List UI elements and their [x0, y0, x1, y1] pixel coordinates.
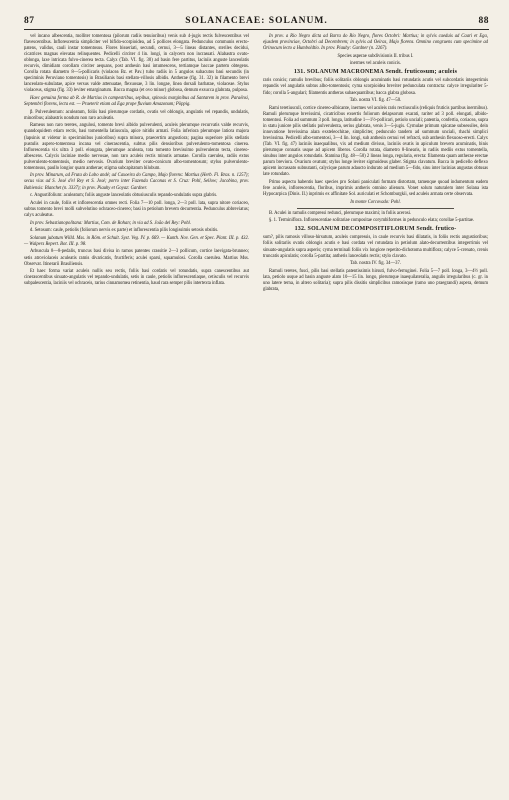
text-paragraph: Rami teretiusculi, cortice cinereo-albicante, inermes vel aculeis raris rectiusculis (reliquis fruticis partibus inermibus). Ramuli plerumque brevissimi, cicatricibus exsertis foliorum delapsorum exarati, rariter ad 3 poll. elongati, albido-tomentosi. Folia ad summum 3 poll. longa, latitudine 1—1½-pollicari, petiolo unciali; patentia, confertia, coriacea, supra in statu juniore pilis stellatis pulverulenta, serius glabrata, venis 3—5-jugis. Cymulae primum spicatae subsessiles, dein innovatione brevissima alara exsteleochitae, simpliciter, pedunculo tandem ad summum unciali, rhachi simplici brevissima. Pedicelli albo-tomentosi, 3—4 lin. longi, sub anthesin cernui vel refracti, sub anthesin flexuoso-erecti. Calyx (Tab. VI. fig. 47) laciniis inaequalibus, vix ad medium divisus, laciniis ovatis in apiculum brevem acuminatis, binis plerumque connatis usque ad apicem liberos. Corolla rotata, diametro 8-linearis, in radiis mediis extus tomentella, sinubus inter angulos rotundatis. Stamina (fig. 48—50) 2 lineas longa, regularia, erecta: filamenta quam antherae erectae parum breviora. Ovarium ovatum; stylus longe leviter sigmoideus glaber. Stigma clavatum. Bacca in pedicello deflexo apicem incrassato subnutanti, calycique parum adaucto indurato ad medium 5—fido, sinu inter lacinias angustas obtusas late rotundato.	[263, 105, 488, 178]
section-rule	[297, 208, 455, 209]
text-paragraph: Aculei in caule, foliis et inflorescentia omnes recti. Folia 7—10 poll. longa, 2—3 poll. lata, supra nitore coriaceo, subtus tomento brevi molli subvelutino ochraceo-cinereo; basi in petiolum brevem decurrentia. Pedunculus abbreviatus; calyx aculeatus.	[24, 200, 249, 218]
text-paragraph: raris conicis; ramulis brevibus; foliis solitariis oblongis acuminatis basi rotundatis acutis vel subcordatis integerrimis repandis vel angulatis subtus albo-tomentosis; cyma scorpioidea breviter pedunculata contracta: calyce irregulariter 5-fido; corolla 5-angulari; filamentis antheras subaequantibus; bacca glabra globosa.	[263, 78, 488, 96]
text-paragraph: In prov. Minarum, ad Fruta do Lobo andé; ad Caxoeira do Campo, Majo florens: Martius (Herb. Fl. Bras. n. 1257); secus vias ad S. José d'el Rey et S. José; porro inter Fazenda Caconas et S. Cruz: Pohl, Sellow; Jacobina, prov. Bahiensis: Blanchet (n. 3337); in prov. Piauhy et Goyaz: Gardner.	[24, 173, 249, 191]
text-paragraph: In prov. a Rio Negro dicta ad Barra do Rio Negro, flores Octobri: Martius; in sylvis caeduis ad Caari et Ega, ejusdem provinciae, Octobri ad Decembrem; in sylvis ad Oeiras, Majo florens. Omnino congruens cum specimine ad Orinocum lecto a Humboldtio. In prov. Piauhy: Gardner (n. 2267).	[263, 34, 488, 52]
running-header	[24, 16, 489, 30]
page-number-left: 87	[24, 16, 35, 26]
right-column	[263, 34, 488, 295]
left-column	[24, 34, 249, 295]
text-paragraph: Primo aspectu habentis haec species pro Solani paniculati formam distortam, tamenque quoad indumentum eadem fere aculeis, inflorescentia, floribus, imprimis antheris omnino alienum. Vonet solum naturalem inter Solana ista Hypocarpica (Dinis. II.) inprimis ex affinitate Sol. auriculati et Schomburgkii, sed aculeis armata certe observata.	[263, 179, 488, 198]
text-paragraph: Et haec forma variat aculeis nullis seu rectis, foliis basi cordatis vel rotundatis, supra canescentibus aut cinerascentibus sinuato-angulatis vel repando-undulatis, setis in caule, petiolis inflorescentiaque, cetisculis vel recurvis subpalescentia, laciniis vel ochraceis, rarius cinnamomea retinentia, haud rara semper pilis intertexta inflata.	[24, 269, 249, 287]
text-paragraph: Rameus non raro teretes, angulosi, tomento brevi albido pulverulenti, aculeis plerumque recurvatis valde recurvis, quandoquidem etiam rectis, basi tomentella latiuscula, apice nitidis armati. Folia inferiora plerumque latiora majora (lapsinis ut videtur in speciminibus junioribus) supra minora, praecertim angustiora; pagina superiore pilis stellatis pustulis aspero-tomentosa incana vel cinerascentia, subtus pilis densioribus pulverulento-tomentosa cinerea. Inflorescentia vix ultra 3 poll. elongata, plerumque aculeata, tota tomento brevissimo pulverulento tecta, cinereo-albescens. Calycis laciniae medio nervosae, non raro aculeis rectis minutis armatae. Corolla caerulea, radiis extus pulverulento-tomentosis, medio nervosis. Ovarium breviter ovato-conicum albo-tomentosum; stylus pulverulento-tomentosus, paullo longior quam antherae; stigma subcapitatum bilobum.	[24, 123, 249, 171]
two-columns	[24, 34, 489, 295]
text-paragraph: Tab. nostra VI. fig. 47—50.	[349, 98, 402, 104]
text-paragraph: B. Aculei in ramulis compressi redunci, plerumque maximi; in foliis acerosi.	[269, 210, 412, 216]
text-paragraph: Ramuli teretes, fusci, pilis basi stellatis patentissimis hirsuti, fulvo-ferruginei. Folia 5—7 poll. longa, 3—4½ poll. lata, petiolo usque ad basin anguste alato 10—15 lin. longo, plerumque inaequilateralia, angulis irregularibus (c. gr. in uno latere terna, in altero solitaria); supra pilis dissitis simplicibus ramosisque (ramo uno praegrandi) aspera, demum glabrata,	[263, 268, 488, 292]
text-paragraph: In monte Corcovado: Pohl.	[350, 199, 401, 205]
text-paragraph: §. 1. Terminiflora. Inflorescentiae solitariae compositae corymbiformes in pedunculo elata; corollae 5-partitae.	[269, 218, 475, 224]
text-paragraph: β. Pulverulentum: aculeatum, foliis basi plerumque cordatis, ovatis vel oblongis, angulatis vel repandis, undulatis, minoribus; alabastris nondum non raro aculeatis.	[24, 109, 249, 121]
species-heading: 131. SOLANUM MACRONEMA Sendt. fruticosum; aculeis	[293, 69, 458, 76]
text-paragraph: Tab. nostra IV. fig. 34—37.	[350, 261, 401, 267]
text-paragraph: sum?, pilis ramosis villoso-hirsutum, aculeis compressis, in caule recurvis basi dilatatis, in foliis rectis angustioribus; foliis solitariis ovatis oblongis acutis e basi cordata vel rotundata in petiolum alato-decurrentibus integerrimis vel sinuato-angulatis supra asperis; cyma terminali foliis vix longiore repetito-dichotoma multiflora; calyce 5-crenato, crenis truncatis apiculatis; corolla 5-partita; antheris lanceolatis rectis; stylo clavato.	[263, 235, 488, 259]
text-paragraph: vel incano albescentia, molliter tomentosa (pilorum radiis tenuioribus) venis sub 4-jugis rectis fulvescentibus vel flavescentibus. Inflorescentia simpliciter vel bifido-scorpioidea, ad 5 pollices elongata. Pedunculus communis erecto-patens, validus, cauli instar tomentosus. Flores bisseriati, secundi, cernui, 3—5 lineas distantes, steriles decidui, cicatrices magnas elevatas relinquentes. Pedicelli circiter 4 lin. longi, in calycem non incrassati. Alabastra ovato-oblonga, laxe intricata fulvo-cinerea tecta. Calyx (Tab. VI. fig. 30) ad basin fere partitus, laciniis anguste lanceolatis recurvis, dimidiam corollam circiter aequans, post anthesin basi intumescens, tertiamque baccae partem obtegens. Corolla rotata diametro 8—5-pollicaris (violacea Bz. et Pav.) tubo radiis in 5 angulos subacutos basi secundis (in speciminis Peruviano tomentosis) in Brasilianis basi stellato-villosis albidis. Antherae (fig. 31. 32) in filamento brevi lanceolato-subulatae, apice versus valde attenuatae, flexuosae, 3 lin. longae, linea dorsali barbatae, violaceae. Stylus violaceus, stigma (fig. 33) leviter emarginatum. Bacca magna (et ovo minor) globosa, demum exsucca glabrata, pulposa.	[24, 34, 249, 94]
text-paragraph: inermes vel aculeis conicis.	[349, 61, 402, 67]
running-title: SOLANACEAE: SOLANUM.	[185, 16, 328, 26]
text-paragraph: Arbuscula 8—8-pedalis, truncus basi divisa in ramos patentes crassitie 2—3 pollicum, cortice laevigata-brunneo; setis atroviolaceis aculeatis ramis divaricatis, fructiferis; aculei sparsi, squamulosi. Corolla caerulea. Martius Mss. Observat. Itinerarii Brasiliensis.	[24, 249, 249, 267]
species-heading: 132. SOLANUM DECOMPOSITIFLORUM Sendt. frutico-	[294, 226, 457, 233]
text-paragraph: Haec genuina forma ab R. de Martius in campestribus, sepibus, spinosis marginibus ad Santarem in prov. Paraënsi, Septembri florens, lecta est. — Praeterit etiam ad Ega prope fluvium Amazonum; Pöppig.	[24, 96, 249, 108]
text-paragraph: c. Angustifolium: aculeatum; foliis anguste lanceolatis obtusiusculis repando-undulatis supra glabris.	[30, 193, 218, 199]
text-paragraph: d. Setosum: caule, petiolis (foliorum nervis ex parte) et inflorescentia pilis longissimis setosis obsitis.	[30, 228, 219, 234]
text-paragraph: Solanum jubatum Willd. Mss. in Röm. et Schult. Syst. Veg. IV. p. 669. — Kunth. Nov. Gen. et Spec. Plant. III. p. 432. — Walpers Repert. Bot. III. p. 98.	[24, 235, 249, 247]
text-paragraph: In prov. Sebastianopolitana: Martius, Com. de Rohan; in via ad S. João del Rey: Pohl.	[30, 220, 191, 226]
page-number-right: 88	[478, 16, 489, 26]
text-paragraph: Species asperae subdivisionis II. tribus I.	[337, 53, 414, 59]
